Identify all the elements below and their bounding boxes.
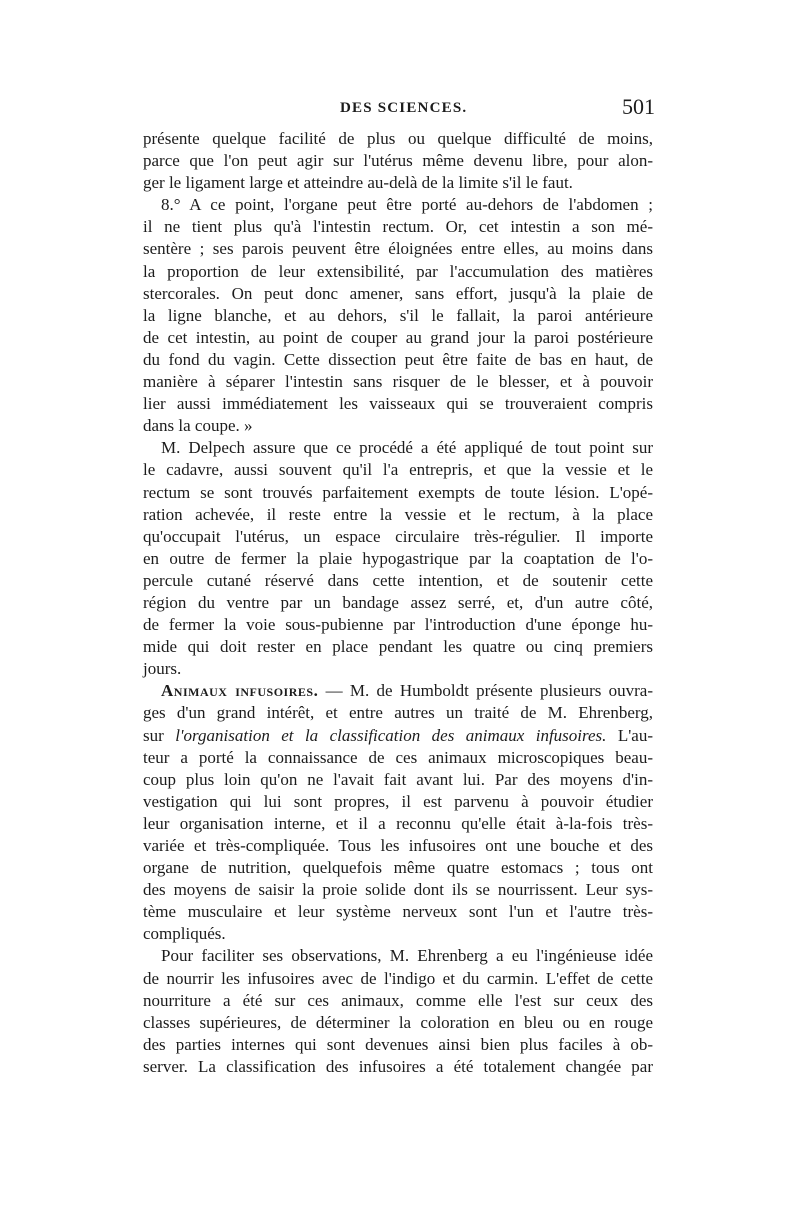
- text-line: région du ventre par un bandage assez serré, et, d'un autre côté,: [143, 592, 653, 612]
- title-suffix: L'au-: [606, 725, 653, 745]
- paragraph-animaux-infusoires: [143, 680, 653, 945]
- text-line: ges d'un grand intérêt, et entre autres un traité de M. Ehrenberg,: [143, 703, 653, 723]
- text-line: le cadavre, aussi souvent qu'il l'a entrepris, et que la vessie et le: [143, 460, 653, 480]
- text-line: coup plus loin qu'on ne l'avait fait avant lui. Par des moyens d'in-: [143, 769, 653, 789]
- text-line: ration achevée, il reste entre la vessie et le rectum, à la place: [143, 504, 653, 524]
- text-line: vestigation qui lui sont propres, il est parvenu à pouvoir étudier: [143, 791, 653, 811]
- text-line: la ligne blanche, et au dehors, s'il le fallait, la paroi antérieure: [143, 305, 653, 325]
- text-line: [143, 680, 653, 702]
- text-line-segment: — M. de Humboldt présente plusieurs ouvra-: [318, 681, 654, 701]
- text-line: la proportion de leur extensibilité, par l'accumulation des matières: [143, 261, 653, 281]
- text-line: dans la coupe. »: [143, 416, 253, 436]
- paragraph: [143, 945, 653, 1078]
- text-line: mide qui doit rester en place pendant les quatre ou cinq premiers: [143, 637, 653, 657]
- text-line: leur organisation interne, et il a reconnu qu'elle était à-la-fois très-: [143, 813, 653, 833]
- text-line: variée et très-compliquée. Tous les infusoires ont une bouche et des: [143, 836, 653, 855]
- paragraph: [143, 194, 653, 437]
- text-line: lier aussi immédiatement les vaisseaux qui se trouveraient compris: [143, 394, 653, 414]
- text-line: il ne tient plus qu'à l'intestin rectum. Or, cet intestin a son mé-: [143, 217, 653, 237]
- text-line: jours.: [143, 659, 182, 679]
- text-line: [143, 725, 653, 747]
- text-line: nourriture a été sur ces animaux, comme elle l'est sur ceux des: [143, 990, 653, 1010]
- text-line: qu'occupait l'utérus, un espace circulaire très-régulier. Il importe: [143, 526, 653, 546]
- text-line: stercorales. On peut donc amener, sans effort, jusqu'à la plaie de: [143, 283, 653, 303]
- text-line: rectum se sont trouvés parfaitement exempts de toute lésion. L'opé-: [143, 482, 653, 502]
- text-line: des parties internes qui sont devenues ainsi bien plus faciles à ob-: [143, 1034, 653, 1054]
- running-head: DES SCIENCES.: [340, 100, 468, 116]
- text-line: de cet intestin, au point de couper au grand jour la paroi postérieure: [143, 327, 653, 347]
- text-line: Pour faciliter ses observations, M. Ehrenberg a eu l'ingénieuse idée: [161, 946, 653, 966]
- text-line: compliqués.: [143, 924, 226, 944]
- body-text: [143, 128, 653, 1078]
- paragraph: [143, 437, 653, 680]
- text-line: présente quelque facilité de plus ou quelque difficulté de moins,: [143, 129, 653, 148]
- text-line: de fermer la voie sous-pubienne par l'introduction d'une éponge hu-: [143, 615, 653, 635]
- text-line: 8.° A ce point, l'organe peut être porté au-dehors de l'abdomen ;: [161, 195, 653, 215]
- section-heading: Animaux infusoires.: [161, 681, 319, 701]
- text-line: des moyens de saisir la proie solide dont ils se nourrissent. Leur sys-: [143, 880, 653, 900]
- text-line: tème musculaire et leur système nerveux sont l'un et l'autre très-: [143, 902, 653, 922]
- text-line: manière à séparer l'intestin sans risquer de le blesser, et à pouvoir: [143, 372, 653, 392]
- page-number: 501: [622, 94, 655, 119]
- text-line: percule cutané réservé dans cette intention, et de soutenir cette: [143, 570, 653, 590]
- text-line: de nourrir les infusoires avec de l'indigo et du carmin. L'effet de cette: [143, 968, 653, 988]
- paragraph: [143, 128, 653, 194]
- text-line: classes supérieures, de déterminer la coloration en bleu ou en rouge: [143, 1012, 653, 1032]
- text-line: organe de nutrition, quelquefois même quatre estomacs ; tous ont: [143, 858, 653, 878]
- title-prefix: sur: [143, 725, 176, 745]
- work-title: l'organisation et la classification des animaux infusoires.: [175, 725, 607, 745]
- text-line: du fond du vagin. Cette dissection peut être faite de bas en haut, de: [143, 349, 653, 369]
- text-line: teur a porté la connaissance de ces animaux microscopiques beau-: [143, 747, 653, 767]
- text-line: ger le ligament large et atteindre au-delà de la limite s'il le faut.: [143, 173, 573, 193]
- text-line: M. Delpech assure que ce procédé a été appliqué de tout point sur: [161, 438, 653, 458]
- text-line: sentère ; ses parois peuvent être éloignées entre elles, au moins dans: [143, 239, 653, 259]
- text-line: en outre de fermer la plaie hypogastrique par la coaptation de l'o-: [143, 548, 653, 568]
- text-line: server. La classification des infusoires a été totalement changée par: [143, 1056, 653, 1076]
- text-line: parce que l'on peut agir sur l'utérus même devenu libre, pour alon-: [143, 151, 653, 171]
